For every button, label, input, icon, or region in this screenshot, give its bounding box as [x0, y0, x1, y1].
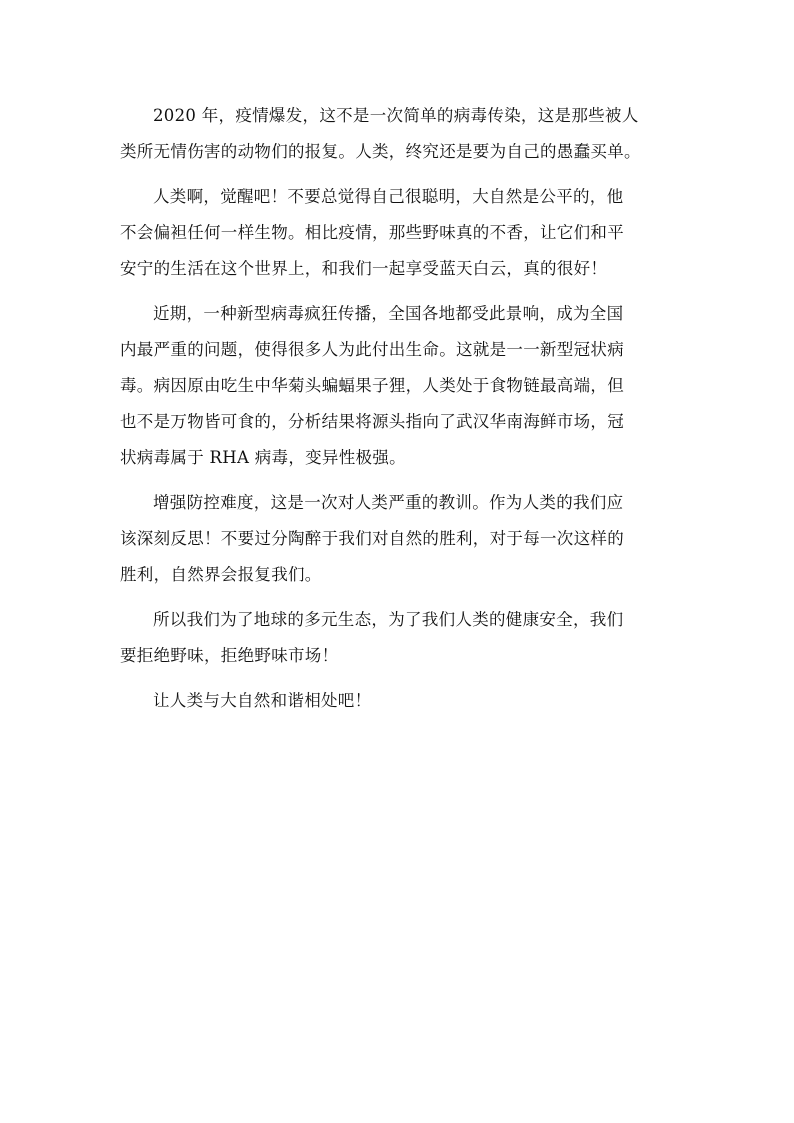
paragraph-line: 增强防控难度，这是一次对人类严重的教训。作为人类的我们应: [153, 493, 624, 512]
paragraph-line: 状病毒属于 RHA 病毒，变异性极强。: [120, 448, 406, 467]
paragraph-line: 胜利，自然界会报复我们。: [120, 565, 322, 584]
paragraph-5: [120, 602, 680, 674]
paragraph-line: 也不是万物皆可食的，分析结果将源头指向了武汉华南海鲜市场，冠: [120, 412, 624, 431]
paragraph-line: 让人类与大自然和谐相处吧！: [153, 691, 372, 710]
paragraph-3: [120, 296, 680, 476]
paragraph-line: 不会偏袒任何一样生物。相比疫情，那些野味真的不香，让它们和平: [120, 223, 624, 242]
paragraph-line: 人类啊，觉醒吧！不要总觉得自己很聪明，大自然是公平的，他: [153, 187, 624, 206]
document-body: [120, 98, 680, 728]
paragraph-line: 该深刻反思！不要过分陶醉于我们对自然的胜利，对于每一次这样的: [120, 529, 624, 548]
paragraph-line: 安宁的生活在这个世界上，和我们一起享受蓝天白云，真的很好！: [120, 259, 608, 278]
paragraph-line: 内最严重的问题，使得很多人为此付出生命。这就是一一新型冠状病: [120, 340, 624, 359]
paragraph-line: 要拒绝野味，拒绝野味市场！: [120, 646, 339, 665]
paragraph-line: 2020 年，疫情爆发，这不是一次简单的病毒传染，这是那些被人: [153, 106, 639, 125]
paragraph-line: 类所无情伤害的动物们的报复。人类，终究还是要为自己的愚蠢买单。: [120, 142, 641, 161]
paragraph-4: [120, 485, 680, 593]
paragraph-line: 所以我们为了地球的多元生态，为了我们人类的健康安全，我们: [153, 610, 624, 629]
paragraph-line: 毒。病因原由吃生中华菊头蝙蝠果子狸，人类处于食物链最高端，但: [120, 376, 624, 395]
paragraph-2: [120, 179, 680, 287]
paragraph-line: 近期，一种新型病毒疯狂传播，全国各地都受此景响，成为全国: [153, 304, 624, 323]
paragraph-6: [120, 683, 680, 719]
paragraph-1: [120, 98, 680, 170]
